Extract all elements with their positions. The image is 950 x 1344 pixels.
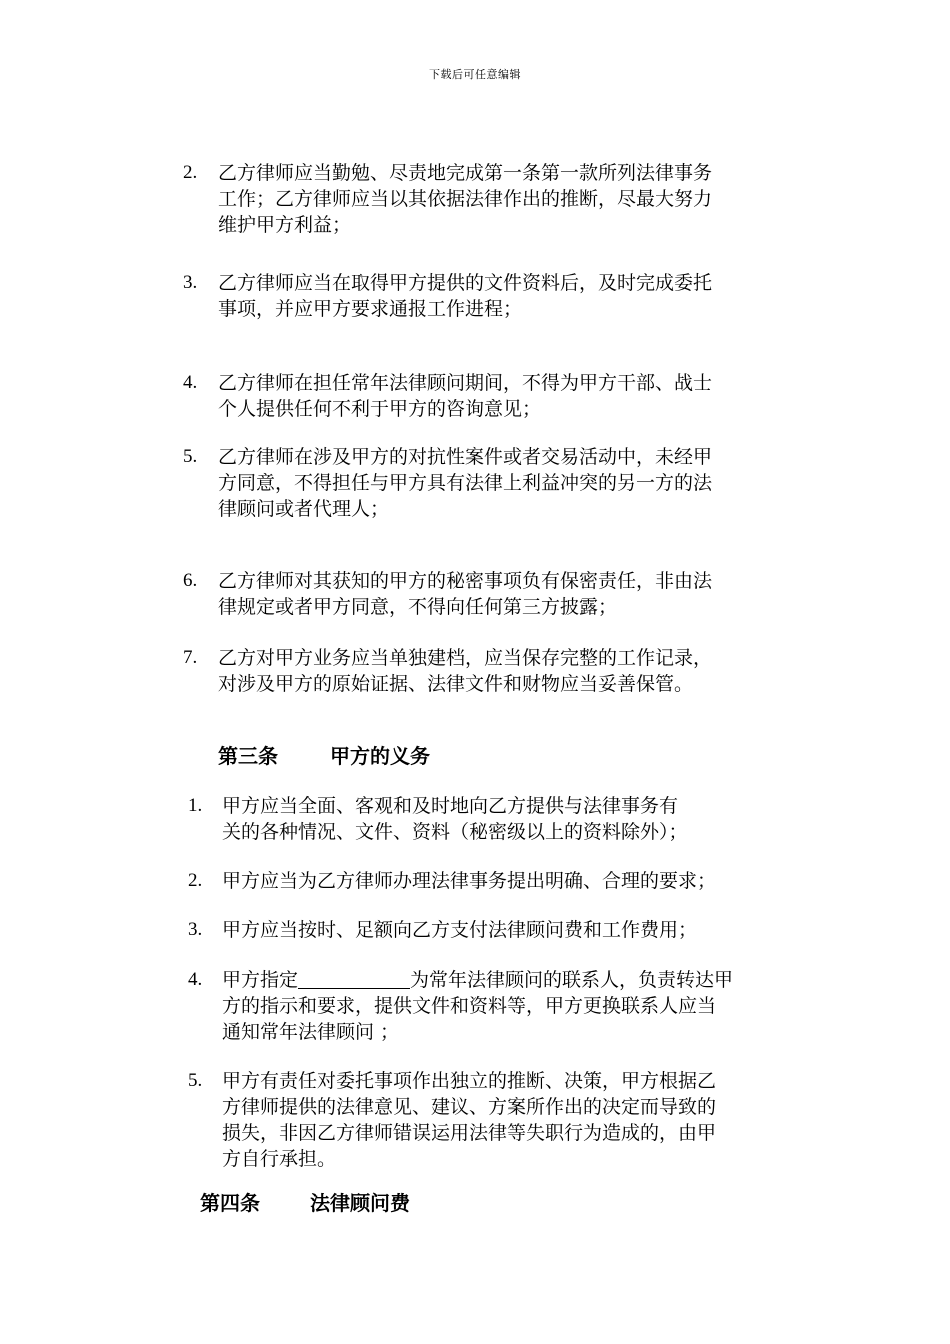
article-title: 甲方的义务	[330, 744, 430, 768]
item-line: 方律师提供的法律意见、建议、方案所作出的决定而导致的	[222, 1096, 717, 1118]
item-number: 4.	[183, 372, 198, 393]
item-text	[218, 270, 804, 322]
item-text	[222, 793, 806, 845]
item-number: 2.	[188, 870, 203, 891]
item-text	[222, 917, 806, 943]
item-line: 乙方律师在涉及甲方的对抗性案件或者交易活动中，未经甲	[218, 446, 713, 468]
item-line: 损失，非因乙方律师错误运用法律等失职行为造成的，由甲	[222, 1122, 717, 1144]
article-number: 第三条	[218, 744, 278, 768]
item-line: 乙方律师应当勤勉、尽责地完成第一条第一款所列法律事务	[218, 162, 713, 184]
item-line: 方的指示和要求，提供文件和资料等，甲方更换联系人应当	[222, 995, 717, 1017]
item-number: 6.	[183, 570, 198, 591]
item-line: 甲方应当全面、客观和及时地向乙方提供与法律事务有	[222, 795, 679, 817]
item-number: 3.	[183, 272, 198, 293]
item-number: 3.	[188, 919, 203, 940]
article-number: 第四条	[200, 1191, 260, 1215]
item-line: 乙方律师在担任常年法律顾问期间，不得为甲方干部、战士	[218, 372, 713, 394]
header-note: 下载后可任意编辑	[429, 68, 521, 81]
item-number: 4.	[188, 969, 203, 990]
item-line: 方同意，不得担任与甲方具有法律上利益冲突的另一方的法	[218, 472, 713, 494]
item-line: 维护甲方利益；	[218, 214, 352, 236]
item-line: 甲方应当为乙方律师办理法律事务提出明确、合理的要求；	[222, 870, 717, 892]
item-line: 个人提供任何不利于甲方的咨询意见；	[218, 398, 542, 420]
item-line: 乙方律师对其获知的甲方的秘密事项负有保密责任，非由法	[218, 570, 713, 592]
item-text	[218, 370, 804, 422]
item-line: 律规定或者甲方同意，不得向任何第三方披露；	[218, 596, 618, 618]
item-line: 关的各种情况、文件、资料（秘密级以上的资料除外）；	[222, 821, 688, 843]
item-line: 工作；乙方律师应当以其依据法律作出的推断，尽最大努力	[218, 188, 713, 210]
item-text	[218, 568, 804, 620]
item-number: 7.	[183, 647, 198, 668]
item-line: 事项，并应甲方要求通报工作进程；	[218, 298, 523, 320]
item-line: 甲方应当按时、足额向乙方支付法律顾问费和工作费用；	[222, 919, 698, 941]
item-line: 甲方有责任对委托事项作出独立的推断、决策，甲方根据乙	[222, 1070, 717, 1092]
item-number: 2.	[183, 162, 198, 183]
item-line-part: 甲方指定	[222, 969, 299, 991]
contact-blank-line	[298, 970, 410, 989]
item-line: 对涉及甲方的原始证据、法律文件和财物应当妥善保管。	[218, 673, 694, 695]
item-text	[218, 160, 804, 238]
item-number: 1.	[188, 795, 203, 816]
item-text	[222, 868, 806, 894]
item-text	[222, 967, 806, 1045]
item-line: 律顾问或者代理人；	[218, 498, 390, 520]
item-line: 方自行承担。	[222, 1148, 337, 1170]
item-text	[218, 444, 804, 522]
item-text	[222, 1068, 806, 1172]
item-number: 5.	[188, 1070, 203, 1091]
item-line	[222, 967, 806, 993]
item-line: 乙方对甲方业务应当单独建档，应当保存完整的工作记录，	[218, 647, 713, 669]
item-line: 乙方律师应当在取得甲方提供的文件资料后，及时完成委托	[218, 272, 713, 294]
item-text	[218, 645, 804, 697]
item-number: 5.	[183, 446, 198, 467]
item-line: 通知常年法律顾问 ；	[222, 1021, 400, 1043]
item-line-part: 为常年法律顾问的联系人，负责转达甲	[410, 969, 734, 991]
article-title: 法律顾问费	[310, 1191, 410, 1215]
